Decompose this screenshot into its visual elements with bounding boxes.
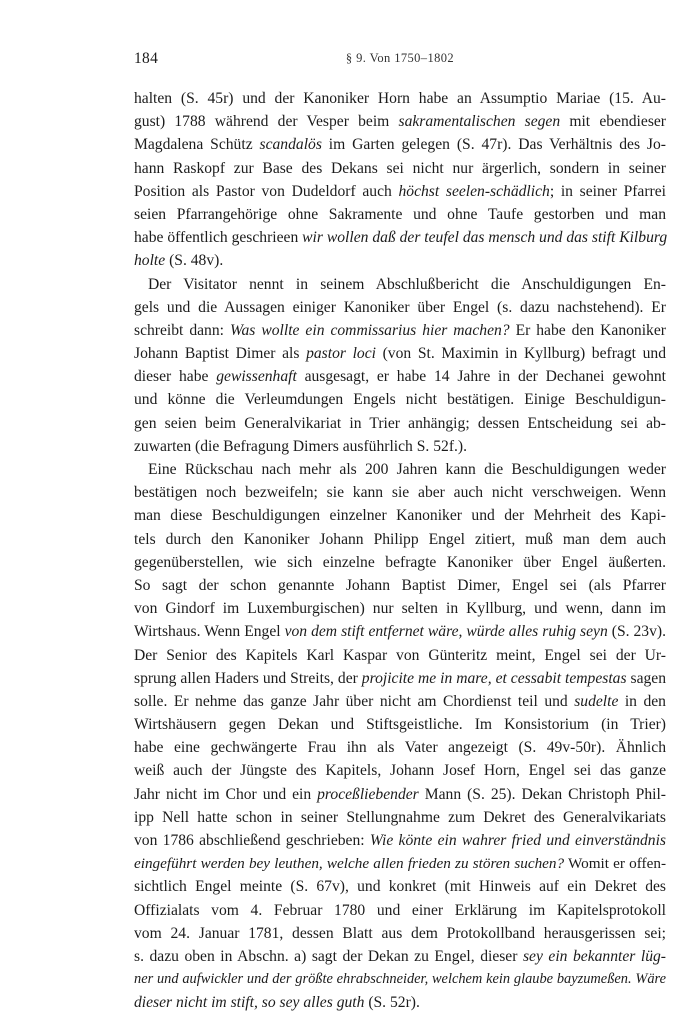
text-line — [134, 945, 666, 968]
text-run: vom 24. Januar 1781, dessen Blatt aus dem Protokollband herausgerissen sei; — [134, 924, 666, 942]
text-line — [134, 319, 666, 342]
text-line — [134, 991, 666, 1014]
text-run: So sagt der schon genannte Johann Baptist Dimer, Engel sei (als Pfarrer — [134, 576, 666, 594]
text-run: Der Senior des Kapitels Karl Kaspar von Günteritz meint, Engel sei der Ur- — [134, 646, 666, 664]
italic-quote: dieser nicht im stift, so sey alles guth — [134, 994, 365, 1012]
text-run: ipp Nell hatte schon in seiner Stellungnahme zum Dekret des Generalvikariats — [134, 808, 666, 826]
body-text — [134, 87, 666, 1015]
text-line — [134, 736, 666, 759]
text-line — [134, 133, 666, 156]
text-line — [134, 574, 666, 597]
text-line — [134, 342, 666, 365]
running-head: § 9. Von 1750–1802 — [345, 51, 455, 65]
text-line — [134, 365, 666, 388]
text-run: (S. 52r). — [364, 994, 420, 1012]
text-line — [134, 551, 666, 574]
text-run: sprung allen Haders und Streits, der — [134, 669, 362, 687]
text-line — [134, 783, 666, 806]
text-line — [134, 667, 666, 690]
text-line — [134, 504, 666, 527]
text-run: weiß auch der Jüngste des Kapitels, Johann Josef Horn, Engel sei das ganze — [134, 762, 666, 780]
text-line — [134, 87, 666, 110]
text-run: gegenüberstellen, wie sich einzelne befragte Kanoniker über Engel äußerten. — [134, 553, 666, 571]
italic-quote: holte — [134, 252, 166, 270]
text-run: solle. Er nehme das ganze Jahr über nicht am Chordienst teil und — [134, 692, 575, 710]
text-run: im Garten gelegen (S. 47r). Das Verhältnis des Jo- — [321, 136, 666, 154]
text-line — [134, 528, 666, 551]
text-line — [134, 481, 666, 504]
text-run: und könne die Verleumdungen Engels nicht bestätigen. Einige Beschuldigun- — [134, 391, 666, 409]
text-line — [134, 412, 666, 435]
text-line — [134, 203, 666, 226]
text-run: (S. 48v). — [165, 252, 224, 270]
italic-quote: ner und aufwickler und der größte ehrabschneider, welchem kein glaube bayzumeßen. Wäre — [134, 971, 666, 988]
text-run: von 1786 abschließend geschrieben: — [134, 832, 370, 849]
text-line — [134, 644, 666, 667]
text-run: Johann Baptist Dimer als — [134, 345, 307, 363]
text-run: Offizialats vom 4. Februar 1780 und einer Erklärung im Kapitelsprotokoll — [134, 901, 666, 919]
italic-quote: höchst seelen-schädlich — [398, 182, 550, 200]
italic-quote: sakramentalischen segen — [398, 113, 561, 131]
text-run: s. dazu oben in Abschn. a) sagt der Dekan zu Engel, dieser — [134, 947, 523, 965]
text-run: Er habe den Kanoniker — [509, 321, 666, 339]
italic-quote: eingeführt werden bey leuthen, welche allen frieden zu stören suchen? — [134, 855, 565, 873]
text-line — [134, 713, 666, 736]
text-run: Jahr nicht im Chor und ein — [134, 785, 318, 803]
italic-quote: gewissenhaft — [216, 368, 297, 386]
text-run: (von St. Maximin in Kyllburg) befragt und — [375, 345, 666, 363]
text-line — [134, 899, 666, 922]
text-run: dieser habe — [134, 368, 217, 386]
text-run: mit ebendieser — [560, 113, 666, 131]
text-run: tels durch den Kanoniker Johann Philipp Engel zitiert, muß man dem auch — [134, 530, 666, 548]
text-line — [134, 458, 666, 481]
text-run: Position als Pastor von Dudeldorf auch — [134, 182, 399, 200]
text-run: gen seien beim Generalvikariat in Trier anhängig; dessen Entscheidung sei ab- — [134, 414, 666, 432]
text-line — [134, 388, 666, 411]
text-run: in den — [618, 692, 666, 710]
text-run: von Gindorf im Luxemburgischen) nur selten in Kyllburg, und wenn, dann im — [134, 600, 666, 618]
text-run: hann Raskopf zur Base des Dekans sei nicht nur ärgerlich, sondern in seiner — [134, 159, 666, 177]
text-run: Der Visitator nennt in seinem Abschlußbericht die Anschuldigungen En- — [148, 275, 666, 293]
text-run: man diese Beschuldigungen einzelner Kanoniker und der Mehrheit des Kapi- — [134, 507, 666, 525]
text-run: ; in seiner Pfarrei — [549, 182, 666, 200]
italic-quote: projicite me in mare, et cessabit tempestas — [361, 669, 627, 687]
text-line — [134, 296, 666, 319]
text-line — [134, 273, 666, 296]
text-run: ausgesagt, er habe 14 Jahre in der Dechanei gewohnt — [296, 368, 666, 386]
text-run: Magdalena Schütz — [134, 136, 260, 154]
text-line — [134, 829, 666, 852]
text-run: Womit er offen- — [564, 855, 666, 873]
italic-quote: wir wollen daß der teufel das mensch und das stift Kilburg — [302, 229, 668, 247]
italic-quote: von dem stift entfernet wäre, würde alles ruhig seyn — [284, 623, 608, 641]
text-run: sichtlich Engel meinte (S. 67v), und konkret (mit Hinweis auf ein Dekret des — [134, 878, 666, 896]
text-run: zuwarten (die Befragung Dimers ausführlich S. 52f.). — [134, 437, 467, 455]
text-line — [134, 759, 666, 782]
text-run: gust) 1788 während der Vesper beim — [134, 113, 399, 131]
text-run: habe eine gechwängerte Frau ihn als Vater angezeigt (S. 49v-50r). Ähnlich — [134, 739, 666, 757]
text-run: halten (S. 45r) und der Kanoniker Horn habe an Assumptio Mariae (15. Au- — [134, 90, 666, 107]
text-line — [134, 620, 666, 643]
text-run: schreibt dann: — [134, 321, 230, 339]
text-line — [134, 690, 666, 713]
italic-quote: proceßliebender — [317, 785, 419, 803]
italic-quote: pastor loci — [306, 345, 376, 363]
text-line — [134, 110, 666, 133]
text-line — [134, 597, 666, 620]
text-run: (S. 23v). — [607, 623, 666, 641]
italic-quote: sudelte — [574, 692, 619, 710]
text-run: Wirtshaus. Wenn Engel — [134, 623, 285, 641]
text-run: habe öffentlich geschrieen — [134, 229, 303, 247]
text-line — [134, 157, 666, 180]
text-line — [134, 875, 666, 898]
text-line — [134, 435, 666, 458]
text-run: Eine Rückschau nach mehr als 200 Jahren kann die Beschuldigungen weder — [148, 461, 666, 478]
text-run: sagen — [626, 669, 667, 687]
italic-quote: sey ein bekannter lüg- — [522, 947, 666, 965]
text-line — [134, 852, 666, 875]
italic-quote: Wie könte ein wahrer fried und einverständnis — [369, 832, 666, 849]
text-run: Mann (S. 25). Dekan Christoph Phil- — [418, 785, 666, 803]
italic-quote: Was wollte ein commissarius hier machen? — [229, 321, 510, 339]
text-line — [134, 806, 666, 829]
text-line — [134, 249, 666, 272]
italic-quote: scandalös — [259, 136, 322, 154]
text-run: bestätigen noch bezweifeln; sie kann sie aber auch nicht verschweigen. Wenn — [134, 484, 666, 502]
text-run: Wirtshäusern gegen Dekan und Stiftsgeistliche. Im Konsistorium (in Trier) — [134, 716, 666, 734]
text-line — [134, 180, 666, 203]
text-line — [134, 226, 666, 249]
text-line — [134, 922, 666, 945]
page-header — [134, 50, 666, 70]
page-number: 184 — [134, 50, 159, 67]
text-line — [134, 968, 666, 991]
text-run: seien Pfarrangehörige ohne Sakramente und ohne Taufe gestorben und man — [134, 205, 666, 223]
text-run: gels und die Aussagen einiger Kanoniker über Engel (s. dazu nachstehend). Er — [134, 298, 666, 316]
